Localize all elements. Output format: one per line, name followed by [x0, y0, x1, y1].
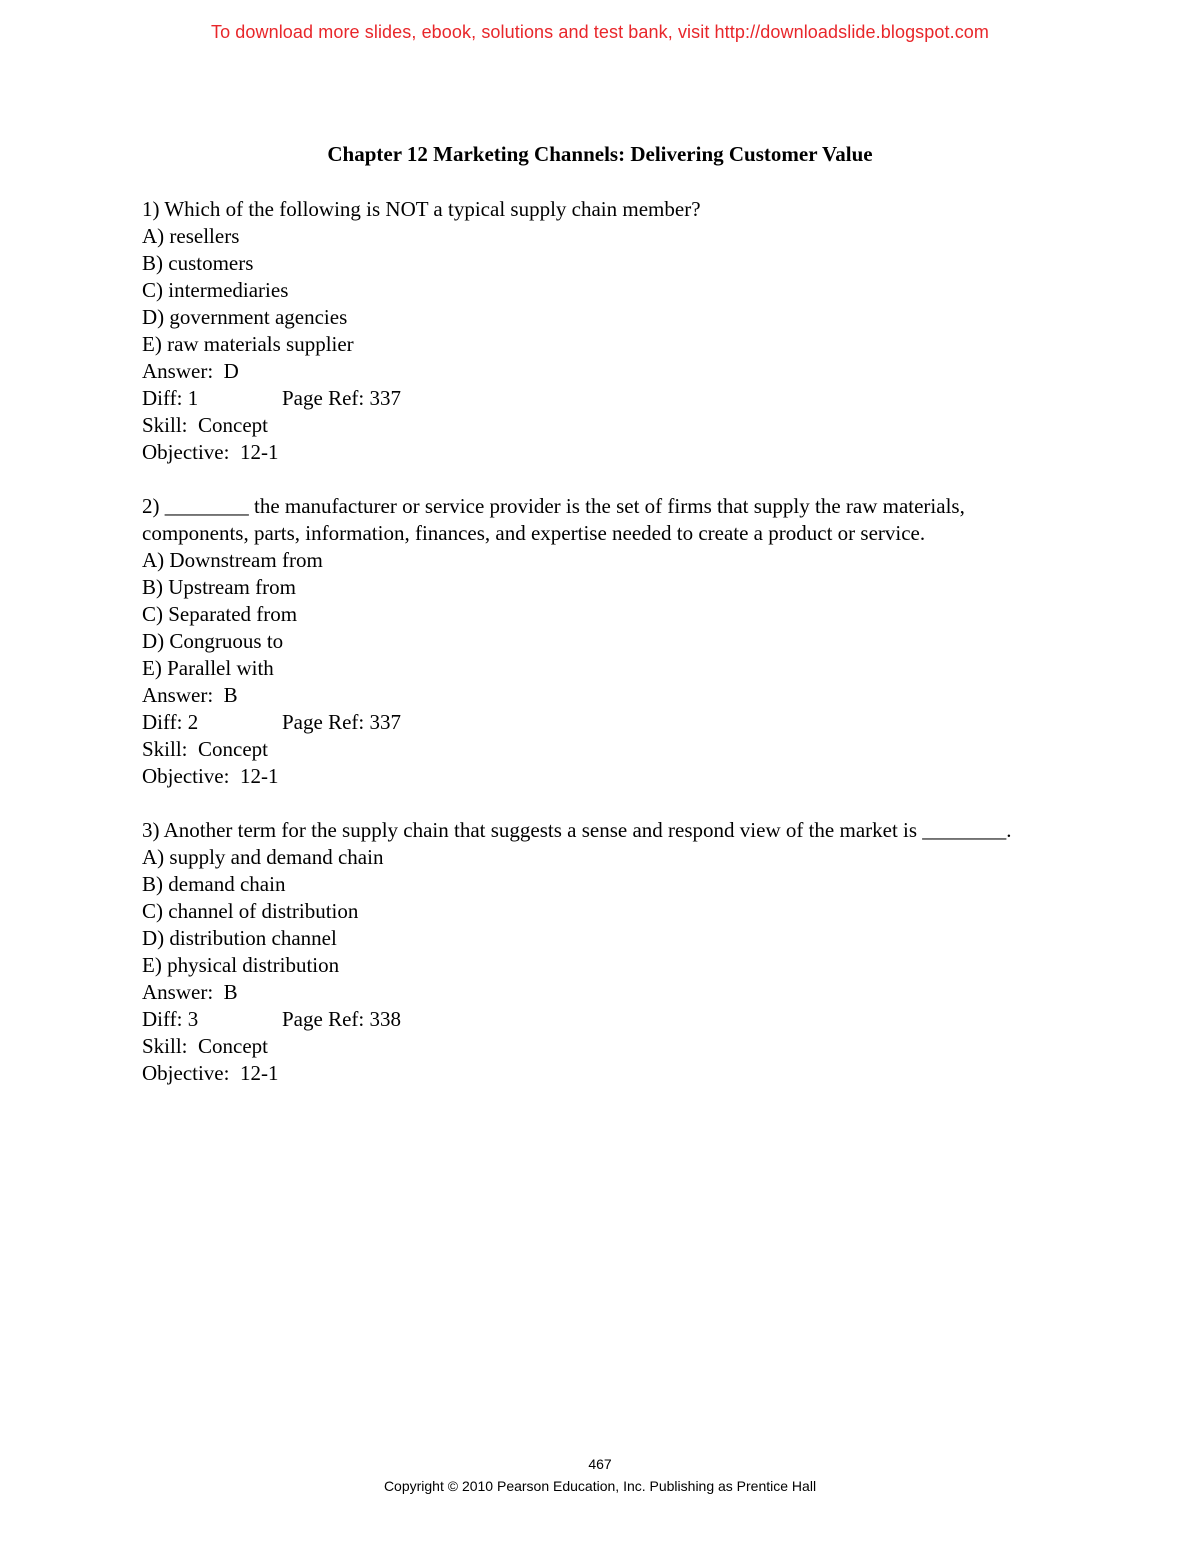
option-e: E) Parallel with — [142, 656, 274, 680]
chapter-title: Chapter 12 Marketing Channels: Delivering Customer Value — [327, 142, 873, 166]
question-stem: 1) Which of the following is NOT a typical supply chain member? — [142, 197, 701, 221]
option-e: E) physical distribution — [142, 953, 340, 977]
page-number: 467 — [588, 1456, 612, 1472]
option-b: B) customers — [142, 251, 254, 275]
answer: Answer: B — [142, 683, 238, 707]
answer: Answer: D — [142, 359, 239, 383]
difficulty: Diff: 3 — [142, 1007, 199, 1031]
skill: Skill: Concept — [142, 413, 268, 437]
question-3 — [142, 817, 1062, 1087]
option-b: B) Upstream from — [142, 575, 296, 599]
download-banner-link[interactable]: To download more slides, ebook, solutions and test bank, visit http://downloadslide.blogspot.com — [210, 22, 990, 42]
objective: Objective: 12-1 — [142, 764, 279, 788]
page-ref: Page Ref: 337 — [282, 710, 401, 734]
option-a: A) supply and demand chain — [142, 845, 384, 869]
option-d: D) Congruous to — [142, 629, 284, 653]
question-stem: 2) ________ the manufacturer or service provider is the set of firms that supply the raw materials, components, parts, information, finances, and expertise needed to create a product or service. — [142, 494, 971, 545]
answer: Answer: B — [142, 980, 238, 1004]
skill: Skill: Concept — [142, 737, 268, 761]
page-ref: Page Ref: 337 — [282, 386, 401, 410]
option-c: C) channel of distribution — [142, 899, 359, 923]
option-d: D) government agencies — [142, 305, 348, 329]
copyright-notice: Copyright © 2010 Pearson Education, Inc. Publishing as Prentice Hall — [383, 1478, 817, 1494]
question-1 — [142, 196, 1062, 466]
option-e: E) raw materials supplier — [142, 332, 354, 356]
option-c: C) Separated from — [142, 602, 298, 626]
objective: Objective: 12-1 — [142, 1061, 279, 1085]
objective: Objective: 12-1 — [142, 440, 279, 464]
option-a: A) resellers — [142, 224, 240, 248]
difficulty: Diff: 2 — [142, 710, 199, 734]
question-2 — [142, 493, 1062, 790]
difficulty: Diff: 1 — [142, 386, 199, 410]
option-c: C) intermediaries — [142, 278, 289, 302]
question-stem: 3) Another term for the supply chain that suggests a sense and respond view of the market is ________. — [142, 818, 1012, 842]
skill: Skill: Concept — [142, 1034, 268, 1058]
question-list — [142, 196, 1062, 1114]
diff-pageref-row — [142, 709, 1062, 736]
page-ref: Page Ref: 338 — [282, 1007, 401, 1031]
diff-pageref-row — [142, 1006, 1062, 1033]
option-a: A) Downstream from — [142, 548, 323, 572]
option-d: D) distribution channel — [142, 926, 337, 950]
option-b: B) demand chain — [142, 872, 286, 896]
diff-pageref-row — [142, 385, 1062, 412]
